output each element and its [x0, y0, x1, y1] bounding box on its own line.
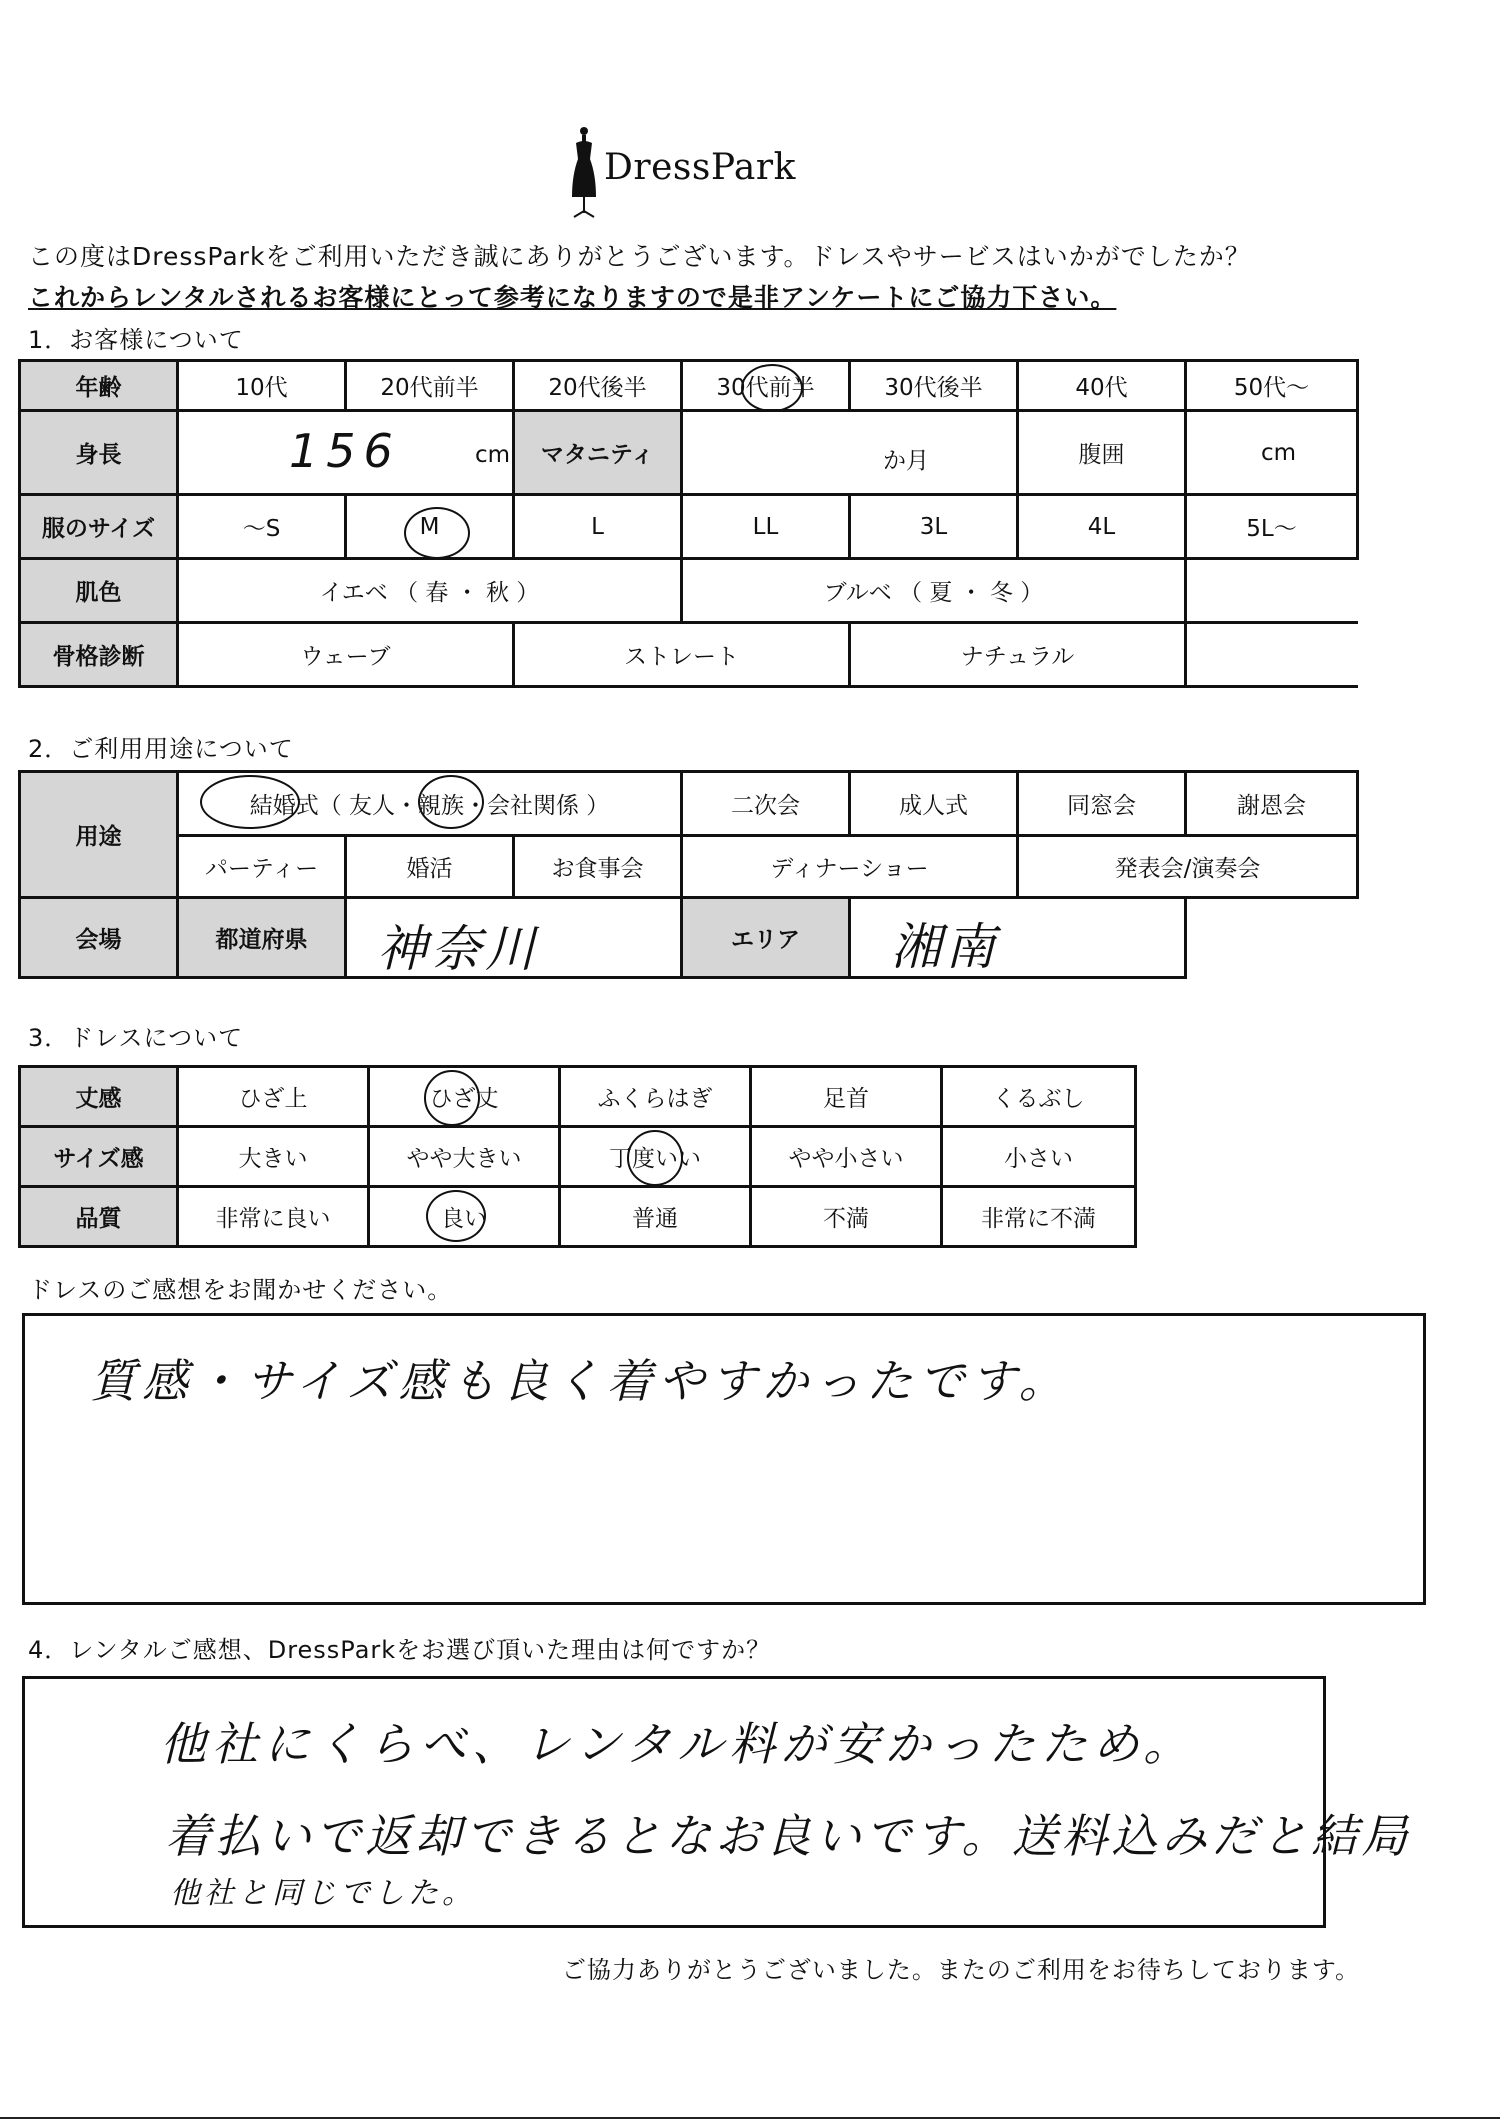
prefecture-label: 都道府県 [178, 898, 346, 978]
height-field[interactable] [178, 411, 514, 495]
size-option[interactable]: ～S [178, 495, 346, 559]
purpose-option[interactable]: パーティー [178, 836, 346, 898]
rental-comment-line: 他社と同じでした。 [170, 1876, 476, 1911]
purpose-option[interactable]: 同窓会 [1018, 772, 1186, 836]
purpose-option[interactable]: 成人式 [850, 772, 1018, 836]
selection-circle [418, 775, 484, 829]
purpose-option[interactable]: 二次会 [682, 772, 850, 836]
purpose-option[interactable]: お食事会 [514, 836, 682, 898]
venue-row [20, 898, 1358, 978]
size-option[interactable]: LL [682, 495, 850, 559]
age-option[interactable]: 30代後半 [850, 361, 1018, 411]
maternity-label: マタニティ [514, 411, 682, 495]
skin-blue-option[interactable]: ブルベ （ 夏 ・ 冬 ） [682, 559, 1186, 623]
quality-option[interactable]: 普通 [560, 1187, 751, 1247]
age-option[interactable]: 50代～ [1186, 361, 1358, 411]
age-label: 年齢 [20, 361, 178, 411]
size-option[interactable]: 4L [1018, 495, 1186, 559]
bottom-divider [0, 2117, 1500, 2119]
length-option[interactable]: くるぶし [942, 1067, 1136, 1127]
fit-label: サイズ感 [20, 1127, 178, 1187]
purpose-label: 用途 [20, 772, 178, 898]
purpose-option[interactable]: 発表会/演奏会 [1018, 836, 1358, 898]
age-row [20, 361, 1358, 411]
area-field[interactable] [850, 898, 1186, 978]
waist-field[interactable] [1186, 411, 1358, 495]
size-option[interactable]: 5L～ [1186, 495, 1358, 559]
dress-comment-prompt: ドレスのご感想をお聞かせください。 [28, 1276, 453, 1304]
selection-circle [424, 1070, 480, 1126]
height-unit: cm [474, 442, 510, 468]
dress-table [18, 1065, 1137, 1248]
dress-comment-text: 質感・サイズ感も良く着やすかったです。 [90, 1354, 1071, 1408]
quality-row [20, 1187, 1136, 1247]
size-option[interactable]: 3L [850, 495, 1018, 559]
thanks-text: ご協力ありがとうございました。またのご利用をお待ちしております。 [561, 1956, 1360, 1984]
skin-row [20, 559, 1358, 623]
purpose-option[interactable]: ディナーショー [682, 836, 1018, 898]
height-value: 156 [289, 424, 401, 478]
length-option[interactable]: 足首 [751, 1067, 942, 1127]
clothing-size-label: 服のサイズ [20, 495, 178, 559]
height-label: 身長 [20, 411, 178, 495]
area-label: エリア [682, 898, 850, 978]
fit-option[interactable]: 大きい [178, 1127, 369, 1187]
customer-table [18, 359, 1359, 688]
purpose-row-2 [20, 836, 1358, 898]
frame-label: 骨格診断 [20, 623, 178, 687]
section1-title: 1．お客様について [28, 326, 244, 354]
age-option[interactable]: 40代 [1018, 361, 1186, 411]
maternity-unit: か月 [883, 448, 929, 474]
wedding-option[interactable]: 結婚式（ 友人・親族・会社関係 ） [178, 772, 682, 836]
quality-option[interactable]: 非常に不満 [942, 1187, 1136, 1247]
maternity-field[interactable] [682, 411, 1018, 495]
quality-label: 品質 [20, 1187, 178, 1247]
selection-circle [627, 1130, 683, 1186]
waist-unit: cm [1260, 439, 1296, 466]
fit-option[interactable]: やや小さい [751, 1127, 942, 1187]
logo-text: DressPark [604, 147, 796, 188]
purpose-option[interactable]: 婚活 [346, 836, 514, 898]
age-option[interactable]: 20代後半 [514, 361, 682, 411]
prefecture-value: 神奈川 [377, 920, 539, 978]
quality-option[interactable]: 不満 [751, 1187, 942, 1247]
length-option[interactable]: ふくらはぎ [560, 1067, 751, 1127]
selection-circle [426, 1190, 486, 1242]
length-option-selected[interactable]: ひざ丈 [369, 1067, 560, 1127]
section2-title: 2．ご利用用途について [28, 735, 294, 763]
intro-text: この度はDressParkをご利用いただき誠にありがとうございます。ドレスやサービスはいかがでしたか？ [28, 242, 1251, 271]
selection-circle [200, 775, 300, 829]
fit-option[interactable]: やや大きい [369, 1127, 560, 1187]
quality-option-selected[interactable]: 良い [369, 1187, 560, 1247]
venue-label: 会場 [20, 898, 178, 978]
height-row [20, 411, 1358, 495]
selection-circle [404, 507, 470, 559]
purpose-option[interactable]: 謝恩会 [1186, 772, 1358, 836]
prefecture-field[interactable] [346, 898, 682, 978]
section4-title: 4．レンタルご感想、DressParkをお選び頂いた理由は何ですか？ [28, 1636, 772, 1664]
fit-option[interactable]: 小さい [942, 1127, 1136, 1187]
age-option[interactable]: 10代 [178, 361, 346, 411]
size-option[interactable]: L [514, 495, 682, 559]
size-option-selected[interactable]: M [346, 495, 514, 559]
length-option[interactable]: ひざ上 [178, 1067, 369, 1127]
length-label: 丈感 [20, 1067, 178, 1127]
area-value: 湘南 [891, 918, 999, 976]
fit-option-selected[interactable]: 丁度いい [560, 1127, 751, 1187]
skin-label: 肌色 [20, 559, 178, 623]
dresspark-logo [566, 125, 816, 220]
length-row [20, 1067, 1136, 1127]
frame-option[interactable]: ストレート [514, 623, 850, 687]
dress-form-icon [566, 125, 602, 220]
waist-label: 腹囲 [1018, 411, 1186, 495]
frame-option[interactable]: ウェーブ [178, 623, 514, 687]
age-option-selected[interactable]: 30代前半 [682, 361, 850, 411]
frame-row [20, 623, 1358, 687]
age-option[interactable]: 20代前半 [346, 361, 514, 411]
quality-option[interactable]: 非常に良い [178, 1187, 369, 1247]
fit-row [20, 1127, 1136, 1187]
skin-yellow-option[interactable]: イエベ （ 春 ・ 秋 ） [178, 559, 682, 623]
selection-circle [741, 364, 803, 412]
intro-request: これからレンタルされるお客様にとって参考になりますので是非アンケートにご協力下さい。 [28, 283, 1117, 312]
rental-comment-line: 他社にくらべ、レンタル料が安かったため。 [160, 1717, 1196, 1771]
rental-comment-line: 着払いで返却できるとなお良いです。送料込みだと結局 [165, 1809, 1412, 1863]
section3-title: 3．ドレスについて [28, 1024, 244, 1052]
clothing-size-row [20, 495, 1358, 559]
frame-option[interactable]: ナチュラル [850, 623, 1186, 687]
